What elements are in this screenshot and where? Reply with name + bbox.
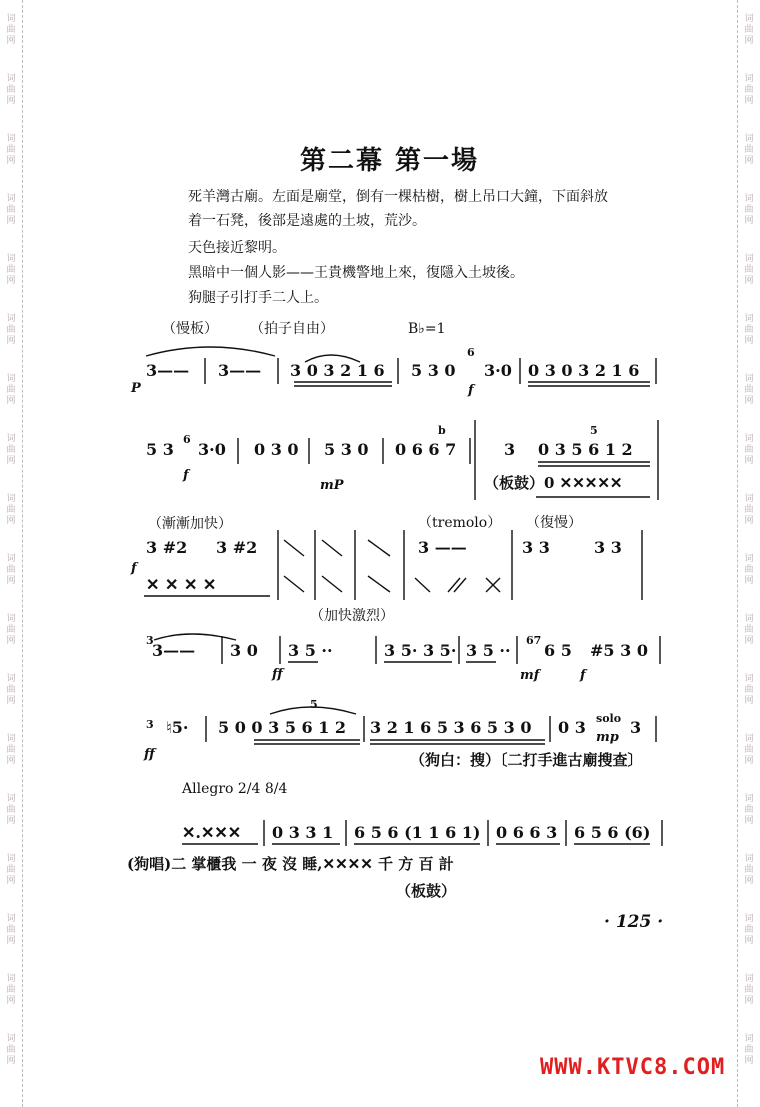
note-group: 3—— [152,641,196,660]
margin-mark: 词 曲 网 [6,13,16,46]
note-group: 0 6 6 3 [496,823,558,842]
margin-mark: 词 曲 网 [6,1033,16,1066]
note-group: 3 #2 [216,538,258,557]
note-group: 3 0 3 2 1 6 [290,361,385,380]
description-line-2: 着一石凳，後部是遠處的土坡，荒沙。 [188,213,426,229]
margin-mark: 词 曲 网 [6,613,16,646]
margin-mark: 词 曲 网 [6,553,16,586]
margin-mark: 词 曲 网 [6,493,16,526]
key-signature: B♭=1 [408,321,446,337]
note-group: 3 #2 [146,538,188,557]
margin-mark: 词 曲 网 [6,973,16,1006]
margin-mark: 词 曲 网 [744,433,754,466]
note-group: 3 5 ·· [288,641,333,660]
tempo-marking: （慢板） [162,321,218,337]
lyrics-line: (狗唱)二 掌櫃我 一 夜 沒 睡,✕✕✕✕ 千 方 百 計 [127,855,454,873]
tuplet-mark: 5 [310,698,318,711]
margin-mark: 词 曲 网 [6,73,16,106]
tremolo-marking: （tremolo） [418,515,502,531]
note-group: 3 3 [522,538,550,557]
margin-mark: 词 曲 网 [6,433,16,466]
margin-mark: 词 曲 网 [6,913,16,946]
note-group: 5 0 0 3 5 6 1 2 [218,718,347,737]
note-group: 5 3 0 [411,361,456,380]
flat-sign: b [438,424,446,437]
margin-mark: 词 曲 网 [6,733,16,766]
note-group: 0 6 6 7 [395,440,457,459]
note-group: 3 0 [230,641,258,660]
margin-mark: 词 曲 网 [744,193,754,226]
note-group: 3 3 [594,538,622,557]
note-group: 6 5 [544,641,572,660]
note-group: 0 3 [558,718,586,737]
margin-mark: 词 曲 网 [744,673,754,706]
margin-mark: 词 曲 网 [744,973,754,1006]
grace-note: 3 [146,634,154,647]
dynamic-f: f [468,383,474,398]
margin-mark: 词 曲 网 [744,73,754,106]
margin-mark: 词 曲 网 [6,193,16,226]
margin-mark: 词 曲 网 [744,1033,754,1066]
dynamic-mf: mf [520,668,540,683]
note-group: 6 5 6 (1 1 6 1) [354,823,481,842]
ritard-marking: （復慢） [526,515,582,531]
note-group: 0 3 0 3 2 1 6 [528,361,640,380]
allegro-marking: Allegro 2/4 8/4 [182,781,288,797]
margin-mark: 词 曲 网 [744,553,754,586]
margin-mark: 词 曲 网 [744,493,754,526]
margin-mark: 词 曲 网 [744,733,754,766]
margin-mark: 词 曲 网 [744,613,754,646]
note-group: 0 3 5 6 1 2 [538,440,633,459]
note-group: 3 2 1 6 5 3 6 5 3 0 [370,718,532,737]
page-title: 第二幕 第一場 [300,146,480,176]
margin-mark: 词 曲 网 [744,793,754,826]
banggu-label: （板鼓） [396,882,457,900]
dynamic-mp: mP [320,478,344,493]
dynamic-ff: ff [272,667,283,682]
site-watermark: WWW.KTVC8.COM [540,1055,726,1080]
dynamic-ff: ff [144,747,155,762]
page-number: · 125 · [604,912,664,932]
note-group: 3 —— [418,538,467,557]
dynamic-p: P [131,381,141,396]
note-group: ♮5· [166,718,189,737]
margin-mark: 词 曲 网 [6,853,16,886]
margin-mark: 词 曲 网 [744,253,754,286]
grace-note: 6 [183,433,191,446]
note-group: 0 3 3 1 [272,823,334,842]
margin-mark: 词 曲 网 [6,253,16,286]
note-group: 5 3 [146,440,174,459]
description-line-5: 狗腿子引打手二人上。 [188,290,328,306]
grace-note: 67 [526,634,542,647]
accel-marking: （漸漸加快） [148,516,232,532]
dynamic-f: f [131,561,137,576]
note-group: 3—— [218,361,262,380]
banggu-line: （板鼓）0 ✕✕✕✕✕ [484,474,623,492]
grace-note: 6 [467,346,475,359]
description-line-4: 黑暗中一個人影——王貴機警地上來，復隱入土坡後。 [188,265,524,281]
note-group: 3 [630,718,642,737]
margin-mark: 词 曲 网 [744,913,754,946]
margin-mark: 词 曲 网 [744,313,754,346]
tempo-free-marking: （拍子自由） [250,321,334,337]
cross-rhythm: ✕ ✕ ✕ ✕ [146,575,217,594]
grace-note: 3 [146,718,154,731]
note-group: 5 3 0 [324,440,369,459]
margin-mark: 词 曲 网 [744,13,754,46]
solo-marking: solo [596,712,622,725]
margin-mark: 词 曲 网 [744,853,754,886]
stage-direction: （狗白：搜）〔二打手進古廟搜查〕 [410,751,643,769]
note-group: ✕.✕✕✕ [182,823,242,842]
margin-mark: 词 曲 网 [6,673,16,706]
tuplet-mark: 5 [590,424,598,437]
margin-mark: 词 曲 网 [744,133,754,166]
note-group: 3 5· 3 5· [384,641,457,660]
note-group: 3 [504,440,516,459]
description-line-1: 死羊灣古廟。左面是廟堂，倒有一棵枯樹，樹上吊口大鐘，下面斜放 [188,189,608,205]
note-group: 6 5 6 (6) [574,823,651,842]
note-group: #5 3 0 [590,641,648,660]
note-group: 3·0 [198,440,226,459]
note-group: 0 3 0 [254,440,299,459]
margin-mark: 词 曲 网 [6,313,16,346]
margin-mark: 词 曲 网 [6,133,16,166]
cresc-marking: （加快激烈） [310,608,394,624]
margin-mark: 词 曲 网 [6,793,16,826]
margin-mark: 词 曲 网 [744,373,754,406]
dynamic-mp: mp [596,730,619,745]
margin-mark: 词 曲 网 [6,373,16,406]
note-group: 3 5 ·· [466,641,511,660]
description-line-3: 天色接近黎明。 [188,240,286,256]
dynamic-f: f [580,668,586,683]
note-group: 3·0 [484,361,512,380]
dynamic-f: f [183,468,189,483]
note-group: 3—— [146,361,190,380]
